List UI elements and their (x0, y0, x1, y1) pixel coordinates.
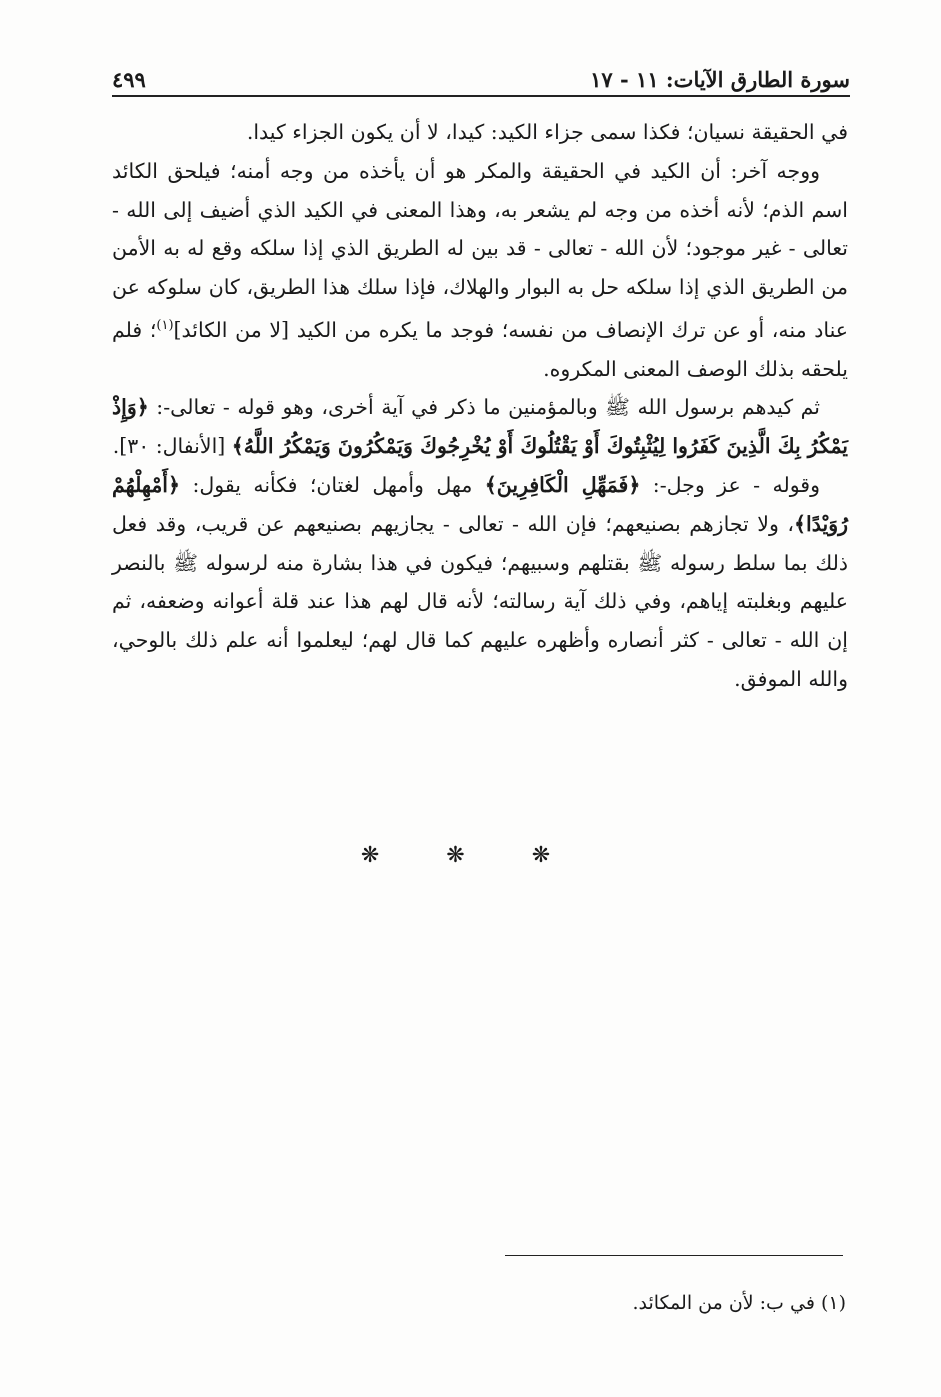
paragraph-4-text-a: وقوله - عز وجل-: (640, 473, 820, 497)
footnote: (١) في ب: لأن من المكائد. (632, 1292, 846, 1314)
paragraph-2-text-a: ووجه آخر: أن الكيد في الحقيقة والمكر هو أن يأخذه من وجه أمنه؛ فيلحق الكائد اسم الذم؛ لأنه أخذه من وجه لم يشعر به، وهذا المعنى في الكيد الذي أضيف إلى الله - تعالى - غير موجود؛ لأن الله - تعالى - قد بين له الطريق الذي إذا سلكه وقع له به الأمن من الطريق الذي إذا سلكه حل به البوار والهلاك، فإذا سلك هذا الطريق، كان سلوكه عن عناد منه، أو عن ترك الإنصاف من نفسه؛ فوجد ما يكره من الكيد [لا من الكائد] (112, 158, 848, 342)
header-rule (112, 95, 850, 97)
section-separator: ❋ ❋ ❋ (360, 843, 581, 868)
quran-quote-2: ﴿أَمْهِلْهُمْ رُوَيْدًا﴾ (112, 473, 848, 536)
paragraph-3 (112, 388, 848, 466)
paragraph-2-text-b: ؛ فلم يلحقه بذلك الوصف المعنى المكروه. (112, 317, 848, 381)
page-number: ٤٩٩ (112, 67, 146, 92)
paragraph-3-intro: ثم كيدهم برسول الله ﷺ وبالمؤمنين ما ذكر في آية أخرى، وهو قوله - تعالى-: (156, 395, 820, 420)
paragraph-4-text-b: مهل وأمهل لغتان؛ فكأنه يقول: (180, 473, 485, 497)
paragraph-4 (112, 466, 848, 699)
footnote-rule (505, 1255, 843, 1256)
paragraph-4-text-c: ، ولا تجازهم بصنيعهم؛ فإن الله - تعالى - يجازيهم بصنيعهم عن قريب، وقد فعل ذلك بما سلط رسوله ﷺ بقتلهم وسبيهم؛ فيكون في هذا بشارة منه لرسوله ﷺ بالنصر عليهم وبغلبته إياهم، وفي ذلك آية رسالته؛ لأنه قال لهم هذا عند قلة أعوانه وضعفه، ثم إن الله - تعالى - كثر أنصاره وأظهره عليهم كما قال لهم؛ ليعلموا أنه علم ذلك بالوحي، والله الموفق. (112, 511, 848, 691)
page-header (112, 54, 850, 92)
paragraph-2 (112, 152, 848, 389)
main-text (112, 113, 848, 699)
paragraph-1-text: في الحقيقة نسيان؛ فكذا سمى جزاء الكيد: كيدا، لا أن يكون الجزاء كيدا. (246, 120, 848, 144)
quran-verse-anfal: ﴿وَإِذْ يَمْكُرُ بِكَ الَّذِينَ كَفَرُوا لِيُثْبِتُوكَ أَوْ يَقْتُلُوكَ أَوْ يُخْرِجُوكَ وَيَمْكُرُونَ وَيَمْكُرُ اللَّهُ﴾ (112, 395, 848, 459)
footnote-marker: (١) (156, 317, 174, 333)
paragraph-1 (112, 113, 848, 152)
verse-reference: [الأنفال: ٣٠]. (112, 434, 226, 459)
quran-quote-1: ﴿فَمَهِّلِ الْكَافِرِينَ﴾ (484, 473, 641, 497)
running-title: سورة الطارق الآيات: ١١ - ١٧ (590, 67, 850, 92)
